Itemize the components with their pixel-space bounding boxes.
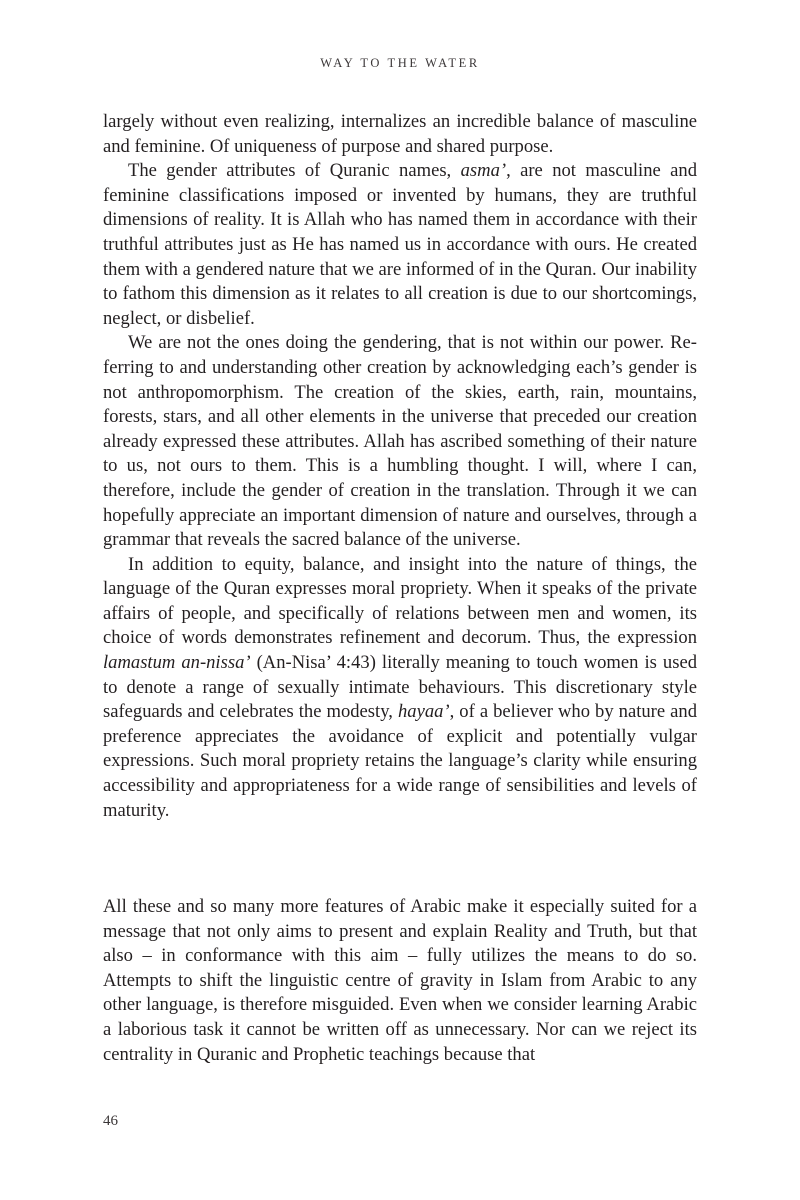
text-run: largely without even realizing, internalizes an incredible balance of masculine and feminine. Of uniqueness of purpose and shared purpose. <box>103 111 697 157</box>
paragraph <box>103 110 697 159</box>
body-text-section-1 <box>103 110 697 823</box>
paragraph <box>103 331 697 552</box>
page-number: 46 <box>103 1113 118 1129</box>
paragraph <box>103 159 697 331</box>
running-head: WAY TO THE WATER <box>320 56 480 70</box>
body-text-section-2 <box>103 895 697 1067</box>
text-run: , are not masculine and feminine classifications imposed or invented by humans, they are truthful dimensions of reality. It is Allah who has named them in accordance with their truthful attributes just as He has named us in accordance with ours. He created them with a gendered nature that we are informed of in the Quran. Our inability to fathom this dimension as it relates to all creation is due to our shortcomings, neglect, or disbelief. <box>103 160 697 329</box>
text-run: In addition to equity, balance, and insight into the nature of things, the language of the Quran expresses moral propriety. When it speaks of the private affairs of people, and specifically of relations between men and women, its choice of words demonstrates refinement and decorum. Thus, the expression <box>103 553 697 649</box>
paragraph <box>103 895 697 1067</box>
italic-term: asma’ <box>460 160 507 182</box>
text-run: The gender attributes of Quranic names, <box>128 160 461 182</box>
text-run: (An-Nisa’ 4:43) literally meaning to touch women is used to denote a range of sexually intimate behaviours. This discretionary style safeguards and celebrates the modesty, <box>103 652 697 723</box>
text-run: All these and so many more features of Arabic make it especially suited for a message that not only aims to present and explain Reality and Truth, but that also – in conformance with this aim – fully utilizes the means to do so. Attempts to shift the linguistic centre of gravity in Islam from Arabic to any other language, is therefore misguided. Even when we consider learning Arabic a laborious task it cannot be written off as unnecessary. Nor can we reject its centrality in Quranic and Prophetic teachings because that <box>103 896 697 1065</box>
paragraph <box>103 553 697 824</box>
italic-term: hayaa’ <box>397 701 450 723</box>
text-run: We are not the ones doing the gendering, that is not within our power. Referring to and understanding other creation by acknowledging each’s gender is not anthropomorphism. The creation of the skies, earth, rain, mountains, forests, stars, and all other elements in the universe that preceded our creation already expressed these attributes. Allah has ascribed something of their nature to us, not ours to them. This is a humbling thought. I will, where I can, therefore, include the gender of creation in the translation. Through it we can hopefully appreciate an important dimension of nature and ourselves, through a grammar that reveals the sacred balance of the universe. <box>103 332 697 551</box>
text-run: , of a believer who by nature and preference appreciates the avoidance of explicit and potentially vulgar expressions. Such moral propriety retains the language’s clarity while ensuring accessibility and appropriateness for a wide range of sensibilities and levels of maturity. <box>103 701 698 821</box>
italic-term: lamastum an-nissa’ <box>103 652 251 674</box>
